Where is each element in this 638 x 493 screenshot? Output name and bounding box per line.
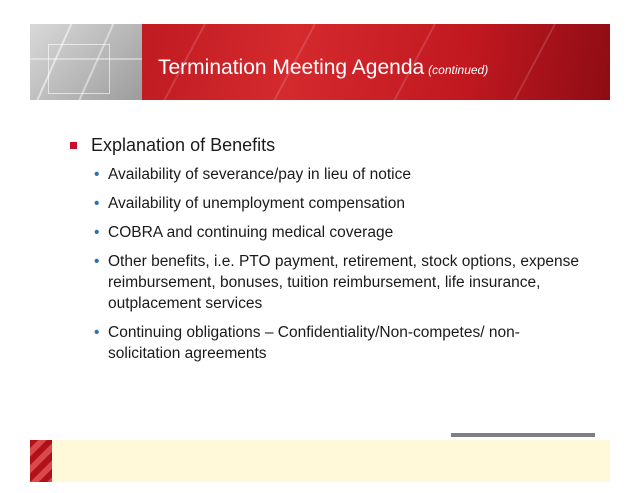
footer-corner-pattern	[30, 440, 52, 482]
sub-bullet-text: COBRA and continuing medical coverage	[108, 224, 394, 241]
slide-content	[70, 132, 580, 372]
square-bullet-icon	[70, 142, 77, 149]
slide-title	[158, 56, 488, 80]
sub-bullet-text: Other benefits, i.e. PTO payment, retirement, stock options, expense reimbursement, bonuses, tuition reimbursement, life insurance, outplacement services	[108, 253, 579, 312]
sub-bullet-text: Availability of severance/pay in lieu of notice	[108, 166, 411, 183]
footer-bar	[451, 433, 595, 437]
banner-stripe	[500, 24, 563, 100]
slide-title-subtitle: (continued)	[428, 63, 489, 77]
slide-title-text: Termination Meeting Agenda	[158, 56, 425, 79]
sub-bullet	[94, 193, 580, 214]
bullet-dot-icon: •	[94, 324, 100, 341]
banner-corner-frame	[48, 44, 110, 94]
sub-bullet	[94, 251, 580, 314]
main-bullet-text: Explanation of Benefits	[91, 134, 276, 155]
main-bullet	[70, 132, 580, 158]
sub-bullet-list	[70, 164, 580, 364]
sub-bullet	[94, 322, 580, 364]
bullet-dot-icon: •	[94, 195, 100, 212]
footer-band	[30, 440, 610, 482]
sub-bullet	[94, 222, 580, 243]
bullet-dot-icon: •	[94, 166, 100, 183]
bullet-dot-icon: •	[94, 253, 100, 270]
bullet-dot-icon: •	[94, 224, 100, 241]
sub-bullet-text: Continuing obligations – Confidentiality/Non-competes/ non-solicitation agreements	[108, 324, 520, 362]
sub-bullet-text: Availability of unemployment compensation	[108, 195, 405, 212]
sub-bullet	[94, 164, 580, 185]
